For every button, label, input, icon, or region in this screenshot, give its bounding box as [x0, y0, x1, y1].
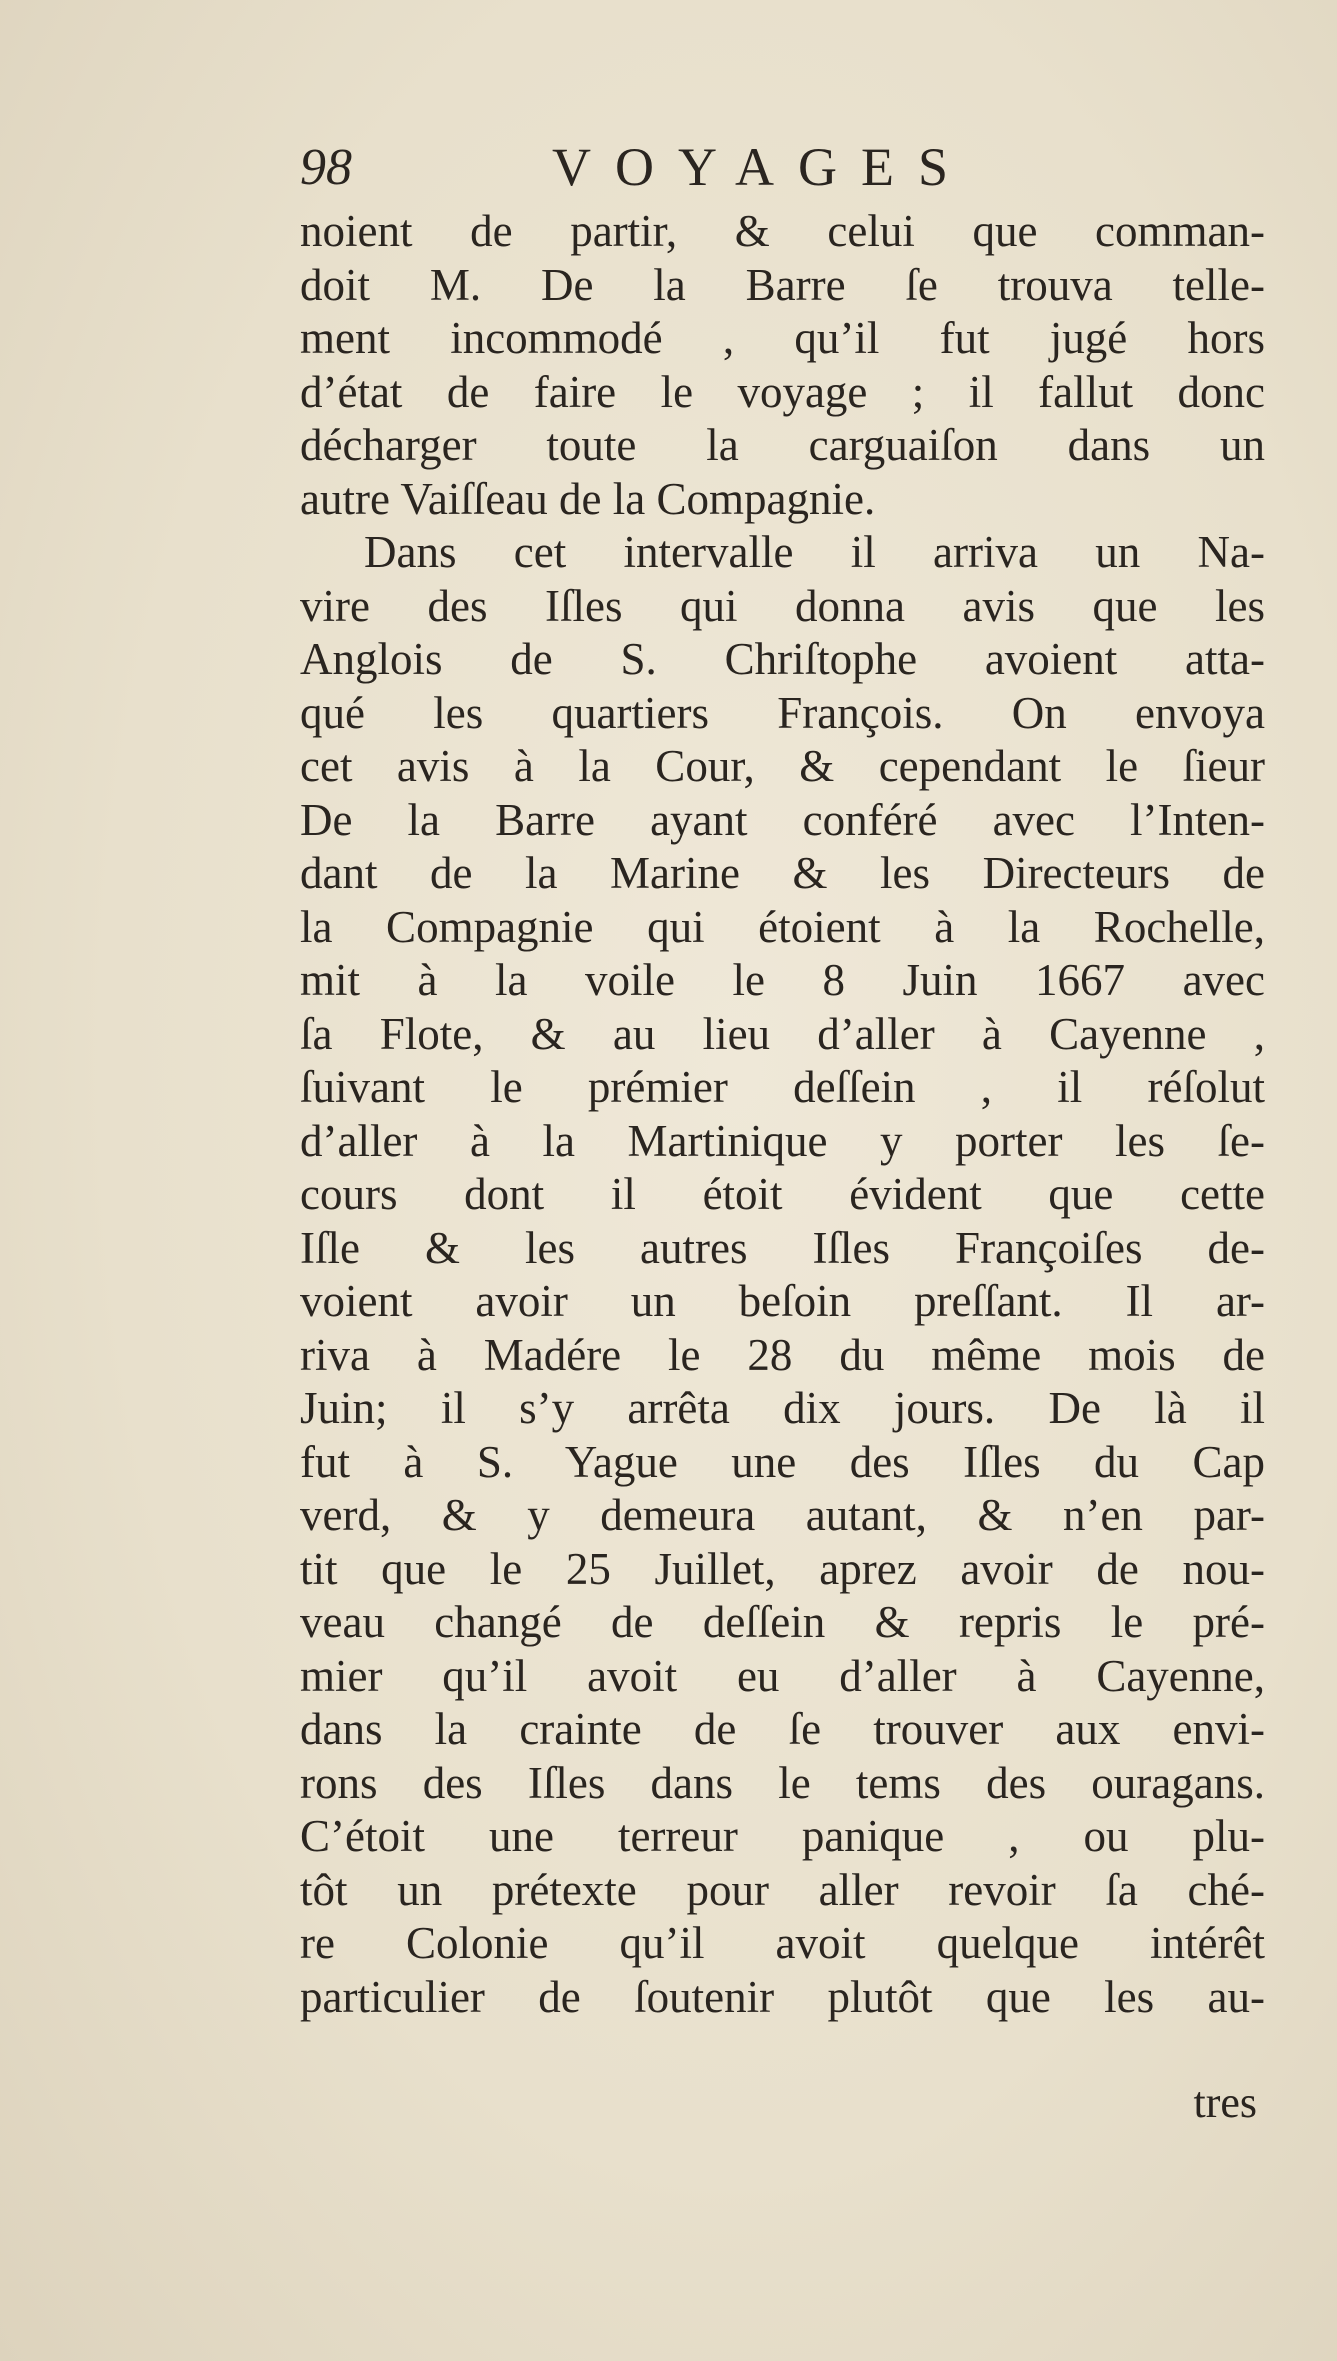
- text-line: tôt un prétexte pour aller revoir ſa ché-: [300, 1864, 1265, 1915]
- text-line: ſuivant le prémier deſſein , il réſolut: [300, 1062, 1265, 1112]
- text-line: ſa Flote, & au lieu d’aller à Cayenne ,: [300, 1008, 1265, 1059]
- text-line: noient de partir, & celui que comman-: [300, 206, 1265, 256]
- text-line: dans la crainte de ſe trouver aux envi-: [300, 1704, 1265, 1754]
- text-line: décharger toute la carguaiſon dans un: [300, 420, 1265, 470]
- text-line: d’aller à la Martinique y porter les ſe-: [300, 1115, 1265, 1166]
- text-line: tit que le 25 Juillet, aprez avoir de nou-: [300, 1543, 1265, 1594]
- text-line: cours dont il étoit évident que cette: [300, 1169, 1265, 1219]
- text-line: verd, & y demeura autant, & n’en par-: [300, 1490, 1265, 1540]
- page-number: 98: [300, 139, 352, 196]
- text-line: Dans cet intervalle il arriva un Na-: [364, 527, 1265, 577]
- running-title: VOYAGES: [552, 137, 973, 197]
- text-line: doit M. De la Barre ſe trouva telle-: [300, 259, 1265, 310]
- catchword: tres: [1193, 2078, 1257, 2127]
- text-line: De la Barre ayant conféré avec l’Inten-: [300, 794, 1265, 845]
- text-line: vire des Iſles qui donna avis que les: [300, 580, 1265, 631]
- text-line: cet avis à la Cour, & cependant le ſieur: [300, 741, 1265, 791]
- text-line: dant de la Marine & les Directeurs de: [300, 848, 1265, 898]
- text-line: mier qu’il avoit eu d’aller à Cayenne,: [300, 1650, 1265, 1701]
- text-line: rons des Iſles dans le tems des ouragans.: [300, 1757, 1265, 1808]
- text-line: Juin; il s’y arrêta dix jours. De là il: [300, 1383, 1265, 1433]
- text-line: re Colonie qu’il avoit quelque intérêt: [300, 1918, 1265, 1968]
- text-line: ment incommodé , qu’il fut jugé hors: [300, 313, 1265, 363]
- text-line: d’état de faire le voyage ; il fallut donc: [300, 366, 1265, 417]
- running-head: [300, 138, 1260, 198]
- text-line: riva à Madére le 28 du même mois de: [300, 1329, 1265, 1380]
- body-text: [300, 205, 1265, 2024]
- text-line: veau changé de deſſein & repris le pré-: [300, 1597, 1265, 1647]
- text-line: particulier de ſoutenir plutôt que les au-: [300, 1971, 1265, 2022]
- text-line: fut à S. Yague une des Iſles du Cap: [300, 1436, 1265, 1487]
- text-line: la Compagnie qui étoient à la Rochelle,: [300, 901, 1265, 952]
- text-line: autre Vaiſſeau de la Compagnie.: [300, 473, 876, 524]
- text-line: C’étoit une terreur panique , ou plu-: [300, 1811, 1265, 1861]
- text-line: Iſle & les autres Iſles Françoiſes de-: [300, 1222, 1265, 1273]
- text-line: qué les quartiers François. On envoya: [300, 687, 1265, 738]
- text-line: Anglois de S. Chriſtophe avoient atta-: [300, 634, 1265, 684]
- text-line: voient avoir un beſoin preſſant. Il ar-: [300, 1276, 1265, 1326]
- text-line: mit à la voile le 8 Juin 1667 avec: [300, 955, 1265, 1005]
